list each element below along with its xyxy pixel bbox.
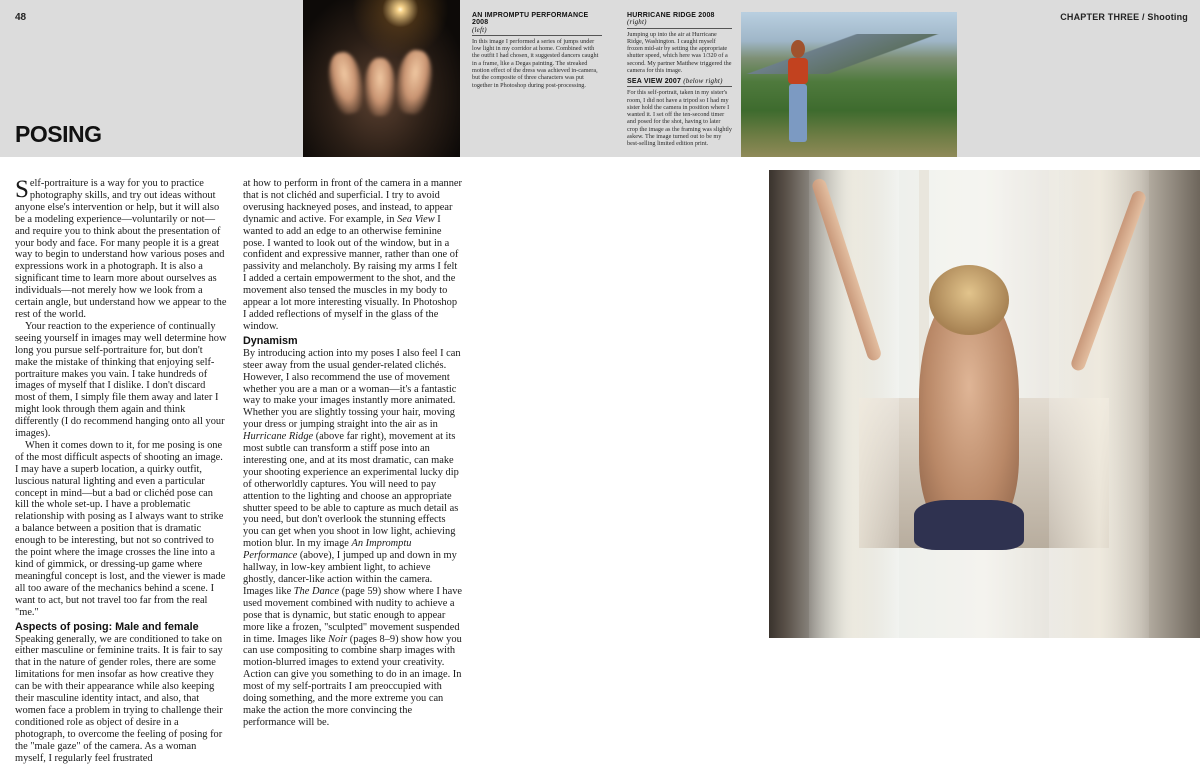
text-run: I wanted to add an edge to an otherwise feminine pose. I wanted to look out of the window, but in a confident and expressive manner, rather than one of passivity and melancholy. By raising my arms I felt I added a certain empowerment to the shot, and the movement also tensed the muscles in my body to appear a lot more interesting visually. In Photoshop I added reflections of myself in the glass of the window.	[243, 213, 459, 332]
paragraph	[243, 348, 463, 729]
dancer-figure	[393, 48, 436, 116]
caption-text: For this self-portrait, taken in my sister's room, I did not have a tripod so I had my sister hold the camera in position where I wanted it. I set off the ten-second timer and posed for the shot, having to later crop the image as the framing was slightly askew. The image turned out to be my best-selling limited edition print.	[627, 89, 732, 148]
mountain-range	[741, 34, 957, 74]
image-reference: Sea View	[397, 213, 435, 225]
text-run: (above far right), movement at its most subtle can transform a stiff pose into an interesting one, and at its most dramatic, can make your shooting experience an experimental lucky dip of otherworldly captures. You will need to pay attention to the lighting and choose an appropriate shutter speed to be able to capture as much detail as you need, but don't overlook the stunning effects you can get when you shoot in low light, achieving motion blur. In my image	[243, 431, 459, 550]
curtain-right	[1049, 170, 1149, 638]
figure-jeans	[789, 84, 807, 142]
paragraph-intro-text: elf-portraiture is a way for you to practice photography skills, and try out ideas without anyone else's intervention or help, but it will also be a modeling experience—voluntarily or not—and require you to think about the presentation of your body and face. For many people it is a great way to begin to understand how various poses and expressions work in a photograph. It is also a significant time to learn more about ourselves as individuals—not merely how we look from a certain angle, but understand how we appear to the rest of the world.	[15, 178, 227, 320]
image-reference: Hurricane Ridge	[243, 431, 314, 443]
image-reference: An Impromptu Performance	[243, 538, 412, 562]
paragraph-intro	[15, 178, 227, 321]
caption-heading	[627, 78, 732, 87]
curtain-left	[809, 170, 899, 638]
drop-cap: S	[15, 176, 29, 203]
section-heading-dynamism: Dynamism	[243, 334, 298, 347]
caption-impromptu-performance	[472, 12, 602, 89]
photo-sea-view	[769, 170, 1200, 638]
caption-position: (left)	[472, 25, 487, 34]
caption-title: SEA VIEW 2007	[627, 78, 682, 85]
photo-impromptu-performance	[303, 0, 460, 157]
paragraph: When it comes down to it, for me posing is one of the most difficult aspects of shooting an image. I may have a superb location, a quirky outfit, luscious natural lighting and even a particular concept in mind—but a bad or clichéd pose can kill the whole set-up. I have a problematic relationship with posing as I always want to strike a balance between a position that is dramatic enough to be interesting, but not so contrived to the point where the image crosses the line into a kind of gimmick, or dressing-up game where meaningful concept is lost, and the viewer is made all too aware of the mechanics behind a scene. I want to act, but not travel too far from the real "me."	[15, 439, 226, 618]
page-title: POSING	[15, 121, 102, 147]
caption-sea-view	[627, 78, 732, 148]
paragraph: Speaking generally, we are conditioned to take on either masculine or feminine traits. It is fair to say that in the nature of gender roles, there are some limitations for men insofar as how creative they can be with their appearance while also keeping their masculine identity intact, and also, that women face a problem in trying to challenge their conditioned role as object of desire in a photograph, to overcome the feeling of posing for the "male gaze" of the camera. As a woman myself, I regularly feel frustrated	[15, 633, 223, 764]
paragraph	[243, 178, 463, 333]
caption-heading	[472, 12, 602, 36]
caption-heading	[627, 12, 732, 29]
body-column-right	[243, 178, 463, 729]
text-run: (above), I jumped up and down in my hallway, in low-key ambient light, to achieve ghostly, dancer-like action within the camera. Images like	[243, 550, 457, 597]
caption-text: In this image I performed a series of jumps under low light in my corridor at home. Combined with the outfit I had chosen, it suggested dancers caught in a frame, like a Degas painting. The streaked motion effect of the dress was achieved in-camera, but the composite of three characters was put together in Photoshop during post-processing.	[472, 37, 599, 89]
text-run: (page 59) show where I have used movement combined with nudity to achieve a pose that is dynamic, but static enough to appear more like a frozen, "sculpted" movement suspended in time. Images like	[243, 585, 463, 645]
text-run: (pages 8–9) show how you can use compositing to combine sharp images with motion-blurred images to extend your creativity. Action can give you something to do in an image. In most of my self-portraits I am preoccupied with doing something, and the more extreme you can make the action the more convincing the performance will be.	[243, 633, 462, 728]
caption-hurricane-ridge	[627, 12, 732, 74]
chapter-title: CHAPTER THREE / Shooting	[1060, 12, 1188, 22]
text-run: By introducing action into my poses I also feel I can steer away from the usual gender-related clichés. However, I also recommend the use of movement whether you are a man or a woman—it's a fantastic way to make your images instantly more animated. Whether you are slightly tossing your hair, moving your dress or jumping straight into the air as in	[243, 347, 461, 431]
figure-shorts	[914, 500, 1024, 550]
image-reference: The Dance	[293, 585, 340, 597]
figure-head	[791, 40, 805, 58]
figure-hair	[929, 265, 1009, 335]
text-run: at how to perform in front of the camera in a manner that is not clichéd and superficial. I try to avoid overusing hackneyed poses, and instead, to appear dynamic and active. For example, in	[243, 178, 462, 225]
caption-position: (below right)	[683, 77, 723, 85]
dancer-figure	[325, 50, 367, 117]
image-reference: Noir	[328, 633, 348, 645]
caption-position: (right)	[627, 18, 647, 27]
body-column-left	[15, 178, 227, 765]
caption-title: HURRICANE RIDGE 2008	[627, 12, 715, 19]
figure-top	[788, 58, 808, 84]
jumping-figure	[785, 40, 811, 148]
caption-text: Jumping up into the air at Hurricane Ridge, Washington. I caught myself frozen mid-air by setting the appropriate shutter speed, which here was 1/320 of a second. My partner Matthew triggered the camera for this image.	[627, 30, 732, 75]
dancer-figure	[365, 58, 395, 116]
caption-title: AN IMPROMPTU PERFORMANCE 2008	[472, 12, 589, 27]
section-heading-aspects-of-posing: Aspects of posing: Male and female	[15, 620, 199, 633]
photo-hurricane-ridge	[741, 12, 957, 157]
paragraph: Your reaction to the experience of continually seeing yourself in images may well determine how long you pursue self-portraiture for, but don't make the mistake of thinking that enjoying self-portraiture makes you vain. I take hundreds of images of myself that I dislike. I don't discard most of them, I simply file them away and later I might look through them again and think differently (I do recommend hanging onto all your images).	[15, 320, 227, 440]
page-number: 48	[15, 12, 27, 23]
